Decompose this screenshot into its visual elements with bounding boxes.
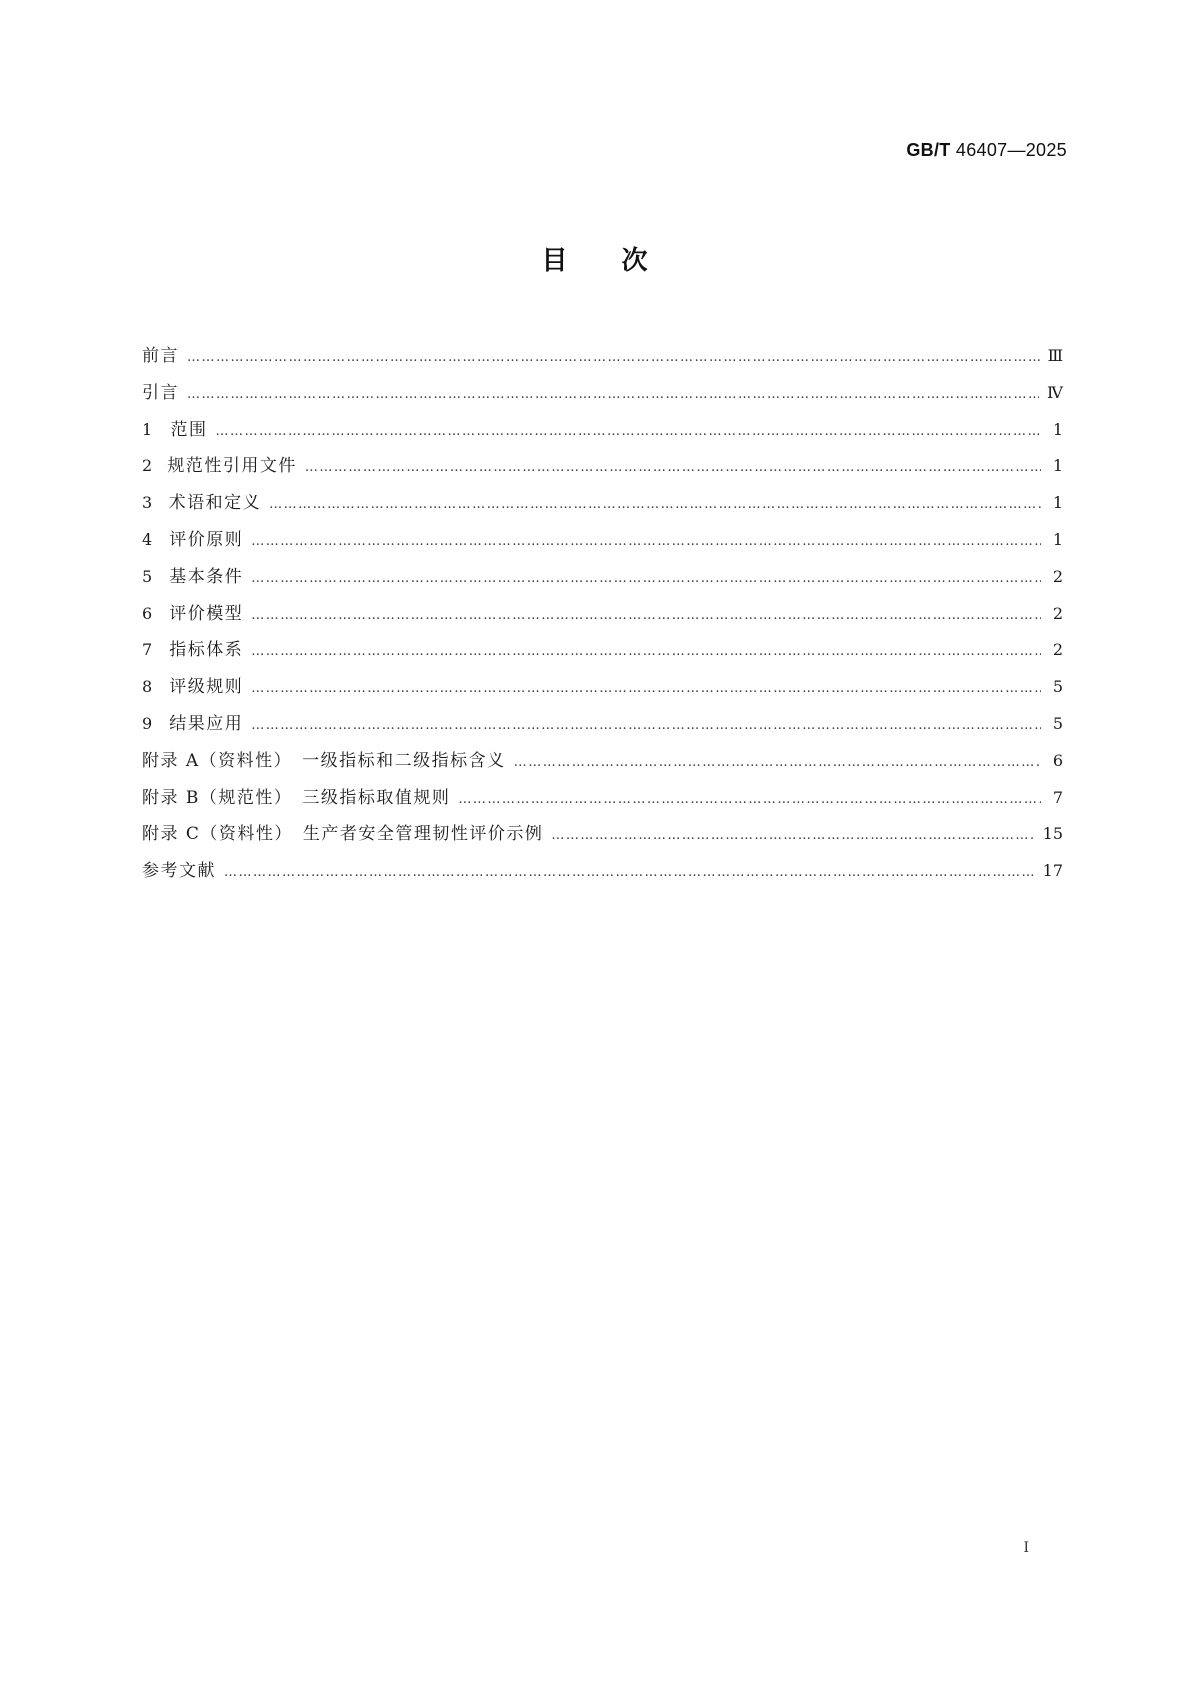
toc-entry-number: 1 — [142, 419, 153, 439]
toc-entry-label: 附录 B（规范性） 三级指标取值规则 — [142, 787, 451, 808]
toc-entry-number: 6 — [142, 603, 153, 623]
toc-entry-evaluation-principles[interactable] — [142, 525, 1063, 562]
toc-entry-label: 评级规则 — [169, 677, 244, 698]
toc-entry-number: 2 — [142, 456, 153, 476]
toc-entry-page: 17 — [1042, 861, 1063, 881]
toc-entry-rating-rules[interactable] — [142, 672, 1063, 709]
toc-entry-appendix-b[interactable] — [142, 783, 1063, 820]
toc-title-char-2: 次 — [621, 246, 650, 276]
toc-entry-label: 术语和定义 — [168, 493, 262, 514]
standard-code-prefix: GB/T — [906, 140, 951, 160]
toc-entry-number: 4 — [142, 529, 153, 549]
toc-entry-bibliography[interactable] — [142, 856, 1063, 893]
toc-entry-page: 6 — [1052, 750, 1063, 770]
standard-code-number: 46407—2025 — [955, 140, 1067, 160]
toc-entry-label: 参考文献 — [142, 861, 216, 882]
toc-entry-page: 2 — [1052, 640, 1063, 660]
toc-entry-label: 评价原则 — [169, 529, 244, 550]
toc-entry-label: 规范性引用文件 — [167, 456, 297, 477]
toc-entry-label: 基本条件 — [169, 566, 244, 587]
toc-entry-page: 7 — [1052, 787, 1063, 807]
standard-code — [906, 140, 1067, 161]
toc-entry-page: 5 — [1052, 713, 1063, 733]
toc-title-char-1: 目 — [541, 246, 570, 276]
toc-entry-normative-references[interactable] — [142, 451, 1063, 488]
toc-entry-result-application[interactable] — [142, 709, 1063, 746]
toc-entry-number: 7 — [142, 640, 153, 660]
toc-entry-number: 5 — [142, 566, 153, 586]
toc-dot-leader — [458, 792, 1041, 810]
toc-dot-leader — [251, 644, 1041, 662]
toc-entry-label: 评价模型 — [169, 603, 244, 624]
toc-entry-label: 附录 C（资料性） 生产者安全管理韧性评价示例 — [142, 824, 544, 845]
toc-entry-preface[interactable] — [142, 341, 1063, 378]
toc-entry-label: 范围 — [170, 419, 208, 440]
toc-entry-page: 1 — [1052, 529, 1063, 549]
toc-entry-indicator-system[interactable] — [142, 635, 1063, 672]
toc-dot-leader — [551, 828, 1034, 846]
toc-entry-label: 指标体系 — [169, 640, 244, 661]
toc-dot-leader — [187, 350, 1040, 368]
toc-entry-terms-definitions[interactable] — [142, 488, 1063, 525]
toc-entry-page: Ⅲ — [1047, 346, 1063, 365]
toc-dot-leader — [251, 681, 1041, 699]
toc-entry-number: 9 — [142, 713, 153, 733]
toc-entry-appendix-a[interactable] — [142, 746, 1063, 783]
toc-entry-page: 2 — [1052, 566, 1063, 586]
page-number: Ⅰ — [1023, 1540, 1029, 1556]
toc-entry-scope[interactable] — [142, 415, 1063, 452]
toc-dot-leader — [251, 718, 1041, 736]
toc-dot-leader — [251, 571, 1041, 589]
toc-entry-page: Ⅳ — [1047, 382, 1063, 402]
toc-dot-leader — [251, 608, 1041, 626]
toc-entry-page: 5 — [1052, 677, 1063, 697]
toc-entry-basic-conditions[interactable] — [142, 562, 1063, 599]
toc-entry-introduction[interactable] — [142, 378, 1063, 415]
toc-entry-evaluation-model[interactable] — [142, 599, 1063, 636]
toc-entry-page: 1 — [1052, 456, 1063, 476]
toc-entry-label: 前言 — [142, 346, 179, 366]
toc-title — [0, 240, 1191, 277]
toc-dot-leader — [269, 497, 1041, 515]
toc-entry-label: 结果应用 — [169, 713, 244, 734]
toc-entry-page: 1 — [1052, 493, 1063, 513]
toc-entry-number: 3 — [142, 493, 153, 513]
toc-dot-leader — [224, 865, 1035, 883]
toc-list — [142, 341, 1063, 893]
toc-entry-page: 2 — [1052, 603, 1063, 623]
toc-dot-leader — [251, 534, 1041, 552]
toc-entry-label: 附录 A（资料性） 一级指标和二级指标含义 — [142, 750, 506, 771]
toc-dot-leader — [514, 755, 1041, 773]
toc-dot-leader — [305, 460, 1041, 478]
toc-entry-appendix-c[interactable] — [142, 819, 1063, 856]
toc-dot-leader — [187, 387, 1039, 405]
toc-entry-page: 15 — [1042, 824, 1063, 844]
toc-entry-number: 8 — [142, 677, 153, 697]
toc-dot-leader — [215, 424, 1041, 442]
toc-entry-label: 引言 — [142, 382, 179, 403]
toc-entry-page: 1 — [1052, 419, 1063, 439]
